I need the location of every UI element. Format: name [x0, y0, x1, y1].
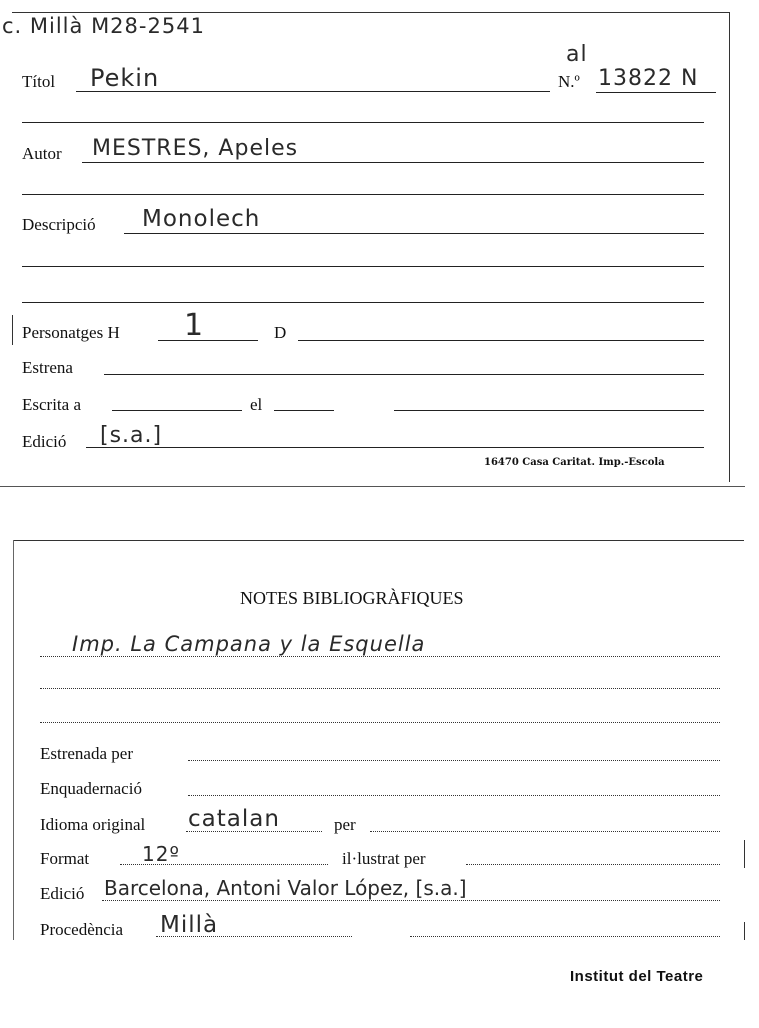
premiered-by-label: Estrenada per — [40, 744, 133, 763]
card-top-border — [12, 12, 730, 13]
written-at-line — [112, 410, 242, 411]
card-right-mark — [744, 840, 745, 868]
author-line — [82, 162, 704, 163]
author-value: MESTRES, Apeles — [92, 136, 299, 161]
provenance-label: Procedència — [40, 920, 124, 939]
premiere-label: Estrena — [22, 358, 73, 377]
written-at-label: Escrita a — [22, 395, 81, 414]
bibliographic-note: Imp. La Campana y la Esquella — [72, 632, 426, 656]
translated-by-label: per — [334, 815, 356, 834]
binding-line — [188, 795, 720, 796]
written-date-line-2 — [394, 410, 704, 411]
edition-line — [86, 447, 704, 448]
blank-line — [22, 266, 704, 267]
edition-label: Edició — [40, 884, 85, 903]
card-top-border — [14, 540, 744, 541]
illustrated-by-label: il·lustrat per — [342, 849, 426, 868]
characters-label: Personatges H — [22, 323, 120, 342]
premiere-line — [104, 374, 704, 375]
card-heading: NOTES BIBLIOGRÀFIQUES — [240, 588, 464, 608]
illustrated-by-line — [466, 864, 720, 865]
title-value: Pekin — [90, 64, 160, 92]
blank-line — [22, 194, 704, 195]
number-line — [596, 92, 716, 93]
original-language-value: catalan — [188, 806, 280, 832]
number-label: N.º — [558, 72, 580, 91]
provenance-value: Millà — [160, 912, 219, 938]
reference-code: c. Millà M28-2541 — [2, 14, 205, 38]
note-line-1 — [40, 656, 720, 657]
edition-line — [102, 900, 720, 901]
edition-value: Barcelona, Antoni Valor López, [s.a.] — [104, 876, 467, 900]
number-value: 13822 N — [598, 66, 699, 91]
blank-line — [22, 122, 704, 123]
description-label: Descripció — [22, 215, 96, 234]
number-annotation: al — [566, 42, 588, 67]
provenance-line-2 — [410, 936, 720, 937]
original-language-label: Idioma original — [40, 815, 146, 834]
note-line-2 — [40, 688, 720, 689]
blank-line — [22, 302, 704, 303]
author-label: Autor — [22, 144, 62, 163]
characters-h-line — [158, 340, 258, 341]
provenance-line — [156, 936, 352, 937]
written-date-label: el — [250, 395, 263, 414]
card-right-mark — [744, 922, 745, 940]
binding-label: Enquadernació — [40, 779, 142, 798]
format-line — [120, 864, 328, 865]
format-value: 12º — [142, 842, 180, 866]
card-left-border — [13, 540, 14, 940]
description-line — [124, 233, 704, 234]
edition-value: [s.a.] — [100, 423, 163, 448]
description-value: Monolech — [142, 206, 261, 232]
original-language-line — [186, 831, 322, 832]
written-date-line — [274, 410, 334, 411]
edition-label: Edició — [22, 432, 67, 451]
card-bottom-border — [0, 486, 745, 487]
premiered-by-line — [188, 760, 720, 761]
format-label: Format — [40, 849, 90, 868]
characters-h-value: 1 — [184, 308, 205, 343]
printer-imprint: 16470 Casa Caritat. Imp.-Escola — [484, 457, 665, 468]
institution-name: Institut del Teatre — [570, 968, 704, 985]
translated-by-line — [370, 831, 720, 832]
note-line-3 — [40, 722, 720, 723]
card-left-border — [12, 315, 13, 345]
characters-d-line — [298, 340, 704, 341]
card-right-border — [729, 12, 730, 482]
characters-d-label: D — [274, 323, 287, 342]
title-label: Títol — [22, 72, 56, 91]
